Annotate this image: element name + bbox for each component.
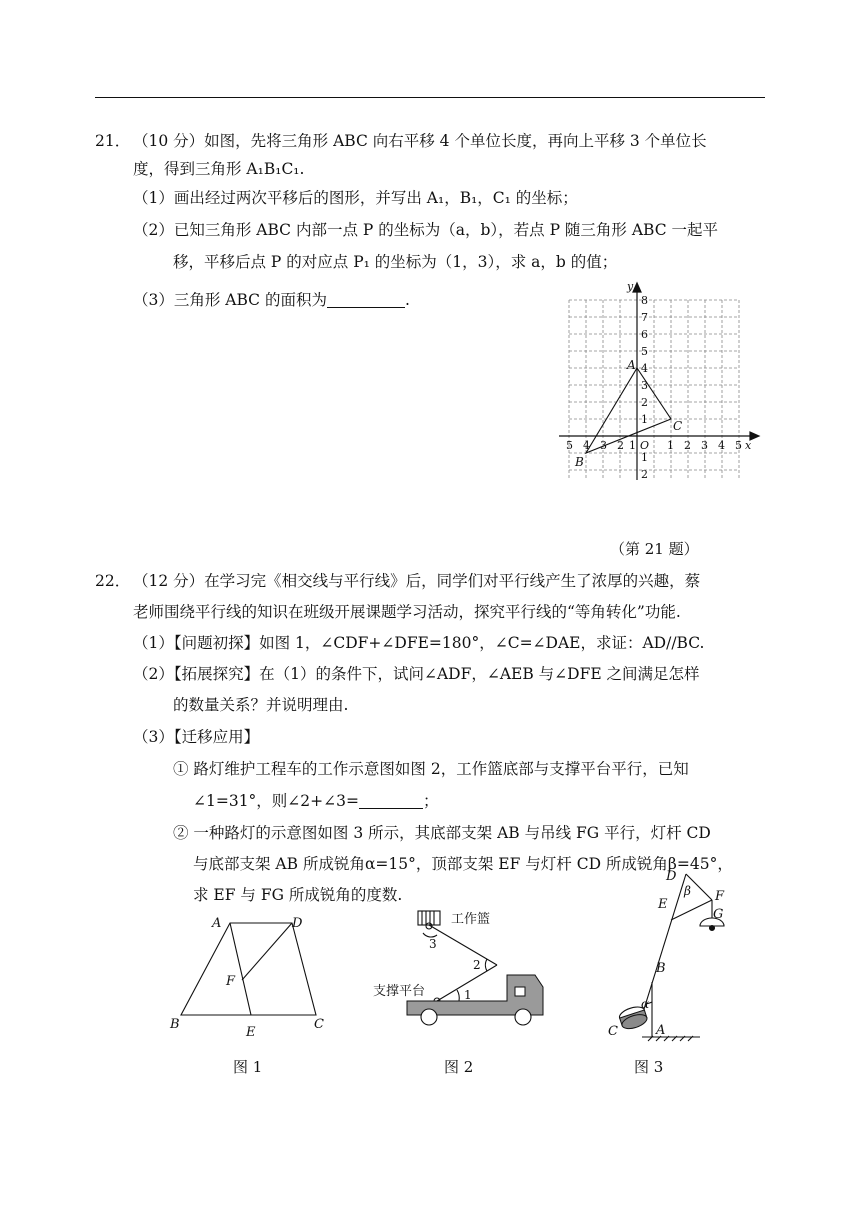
answer-blank-area[interactable] xyxy=(327,291,405,308)
question-22-number: 22． xyxy=(95,572,131,590)
question-22-sub1-prefix: ∠1=31°，则∠2+∠3= xyxy=(193,792,359,810)
y-tick-label: 2 xyxy=(641,396,648,409)
x-axis-label: x xyxy=(745,439,752,452)
fig3-label-e: E xyxy=(658,897,668,912)
y-axis-label: y xyxy=(627,280,634,293)
fig2-angle-2: 2 xyxy=(473,958,481,972)
figure-2-caption: 图 2 xyxy=(444,1058,474,1076)
x-tick-label: 4 xyxy=(718,439,725,452)
question-22-sub1-line1: ① 路灯维护工程车的工作示意图如图 2，工作篮底部与支撑平台平行，已知 xyxy=(173,760,689,778)
x-tick-label: 2 xyxy=(617,439,624,452)
fig2-angle-1: 1 xyxy=(464,988,472,1002)
point-b-label: B xyxy=(575,455,584,469)
fig3-label-f: F xyxy=(715,889,725,904)
y-tick-label: 1 xyxy=(641,413,648,426)
question-22-sub1-suffix: ； xyxy=(422,792,439,810)
y-tick-label: 1 xyxy=(641,451,648,464)
question-21-number: 21． xyxy=(95,132,131,150)
fig3-label-alpha: α xyxy=(641,997,650,1011)
question-22-sub1-line2 xyxy=(193,790,439,812)
question-21-part3-suffix: . xyxy=(404,291,410,309)
fig3-label-beta: β xyxy=(684,884,691,898)
question-22-sub2-line1: ② 一种路灯的示意图如图 3 所示，其底部支架 AB 与吊线 FG 平行，灯杆 CD xyxy=(173,824,711,842)
question-22-stem-line2: 老师围绕平行线的知识在班级开展课题学习活动，探究平行线的“等角转化”功能. xyxy=(133,603,681,621)
fig1-label-b: B xyxy=(170,1017,180,1032)
fig3-label-a: A xyxy=(656,1023,666,1038)
header-rule xyxy=(95,97,765,98)
fig1-label-d: D xyxy=(292,916,303,931)
question-22-sub2-line2: 与底部支架 AB 所成锐角α=15°，顶部支架 EF 与灯杆 CD 所成锐角β=45°， xyxy=(193,855,733,873)
question-22-part3: （3）【迁移应用】 xyxy=(133,728,260,746)
question-22-part2-line2: 的数量关系？并说明理由. xyxy=(173,696,349,714)
x-tick-label: 3 xyxy=(701,439,708,452)
question-22-part1: （1）【问题初探】如图 1，∠CDF+∠DFE=180°，∠C=∠DAE，求证：AD//BC. xyxy=(133,634,705,652)
fig1-label-e: E xyxy=(246,1025,256,1040)
question-21-part3-prefix: （3）三角形 ABC 的面积为 xyxy=(133,291,327,309)
y-tick-label: 3 xyxy=(641,379,648,392)
point-a-label: A xyxy=(627,358,636,372)
y-tick-label: 8 xyxy=(641,294,648,307)
y-tick-label: 4 xyxy=(641,362,648,375)
question-22-sub2-line3: 求 EF 与 FG 所成锐角的度数. xyxy=(193,886,403,904)
figure-21-caption: （第 21 题） xyxy=(610,540,699,558)
x-tick-label: 2 xyxy=(684,439,691,452)
y-tick-label: 2 xyxy=(641,468,648,481)
fig3-label-d: D xyxy=(666,869,677,884)
figure-3-caption: 图 3 xyxy=(634,1058,664,1076)
coordinate-grid-figure xyxy=(555,278,770,490)
y-tick-label: 7 xyxy=(641,311,648,324)
fig1-label-a: A xyxy=(212,916,222,931)
question-21-part2-line2: 移，平移后点 P 的对应点 P₁ 的坐标为（1，3），求 a，b 的值； xyxy=(173,253,618,271)
point-c-label: C xyxy=(673,419,683,433)
x-tick-label: 5 xyxy=(566,439,573,452)
fig2-platform-label: 支撑平台 xyxy=(373,984,426,999)
fig1-label-f: F xyxy=(226,974,236,989)
y-tick-label: 5 xyxy=(641,345,648,358)
x-tick-label: 1 xyxy=(667,439,674,452)
question-22-stem-line1: （12 分）在学习完《相交线与平行线》后，同学们对平行线产生了浓厚的兴趣，蔡 xyxy=(133,572,701,590)
figure-1-trapezoid xyxy=(168,910,343,1042)
question-22-part2-line1: （2）【拓展探究】在（1）的条件下，试问∠ADF，∠AEB 与∠DFE 之间满足怎样 xyxy=(133,665,700,683)
fig3-label-g: G xyxy=(713,907,724,922)
fig1-label-c: C xyxy=(314,1017,324,1032)
fig3-label-b: B xyxy=(656,961,666,976)
figure-2-truck xyxy=(365,905,555,1035)
origin-label: O xyxy=(640,439,650,452)
figure-3-streetlight xyxy=(600,862,740,1042)
fig3-label-c: C xyxy=(608,1024,618,1039)
x-tick-label: 4 xyxy=(583,439,590,452)
x-tick-label: 1 xyxy=(629,439,636,452)
x-tick-label: 5 xyxy=(735,439,742,452)
question-21-stem-line2: 度，得到三角形 A₁B₁C₁. xyxy=(133,160,305,178)
y-tick-label: 6 xyxy=(641,328,648,341)
x-tick-label: 3 xyxy=(600,439,607,452)
figure-1-caption: 图 1 xyxy=(233,1058,263,1076)
fig2-angle-3: 3 xyxy=(429,937,437,951)
question-21-part3 xyxy=(133,289,410,311)
question-21-part1: （1）画出经过两次平移后的图形，并写出 A₁，B₁，C₁ 的坐标； xyxy=(133,189,578,207)
fig2-basket-label: 工作篮 xyxy=(451,912,491,927)
question-21-part2-line1: （2）已知三角形 ABC 内部一点 P 的坐标为（a，b），若点 P 随三角形 ABC 一起平 xyxy=(133,221,719,239)
question-21-stem-line1: （10 分）如图，先将三角形 ABC 向右平移 4 个单位长度，再向上平移 3 个单位长 xyxy=(133,132,707,150)
answer-blank-area[interactable] xyxy=(359,792,423,809)
